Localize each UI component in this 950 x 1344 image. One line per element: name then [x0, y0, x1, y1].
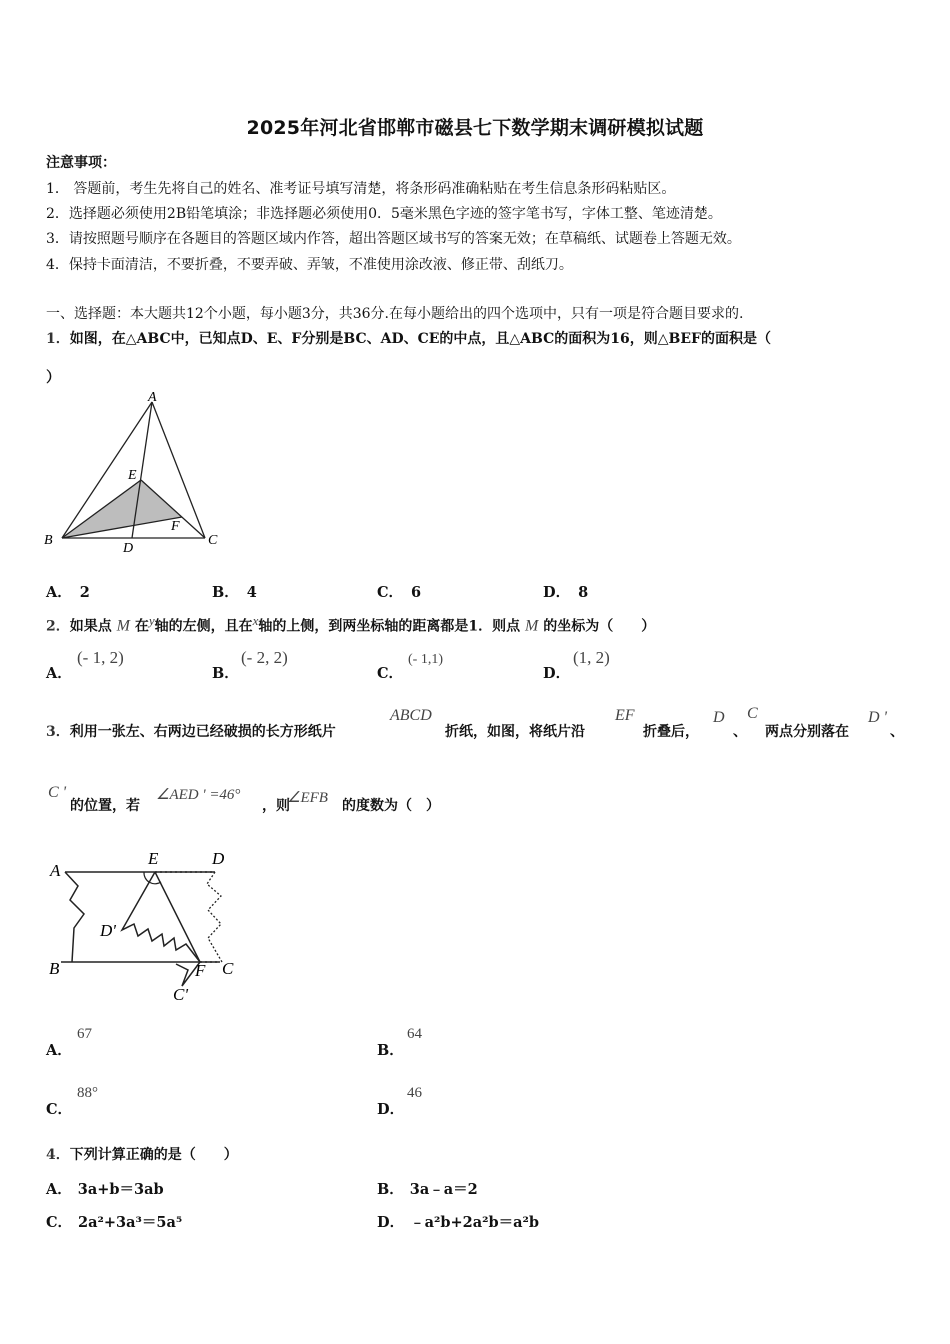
option-a: A．: [46, 665, 72, 682]
section-heading: 一、选择题：本大题共12个小题，每小题3分，共36分.在每小题给出的四个选项中，只有一项是符合题目要求的.: [46, 306, 744, 322]
option-d: D． ﹣a²b+2a²b＝a²b: [377, 1214, 539, 1231]
label-d: D: [212, 849, 225, 868]
question-text: 如图，在△ABC中，已知点D、E、F分别是BC、AD、CE的中点，且△ABC的面积为16，则△BEF的面积是（: [69, 331, 771, 347]
label-a: A: [50, 861, 61, 880]
question-4: 4．下列计算正确的是（ ）: [46, 1147, 238, 1163]
option-a: A． 2: [46, 584, 90, 601]
option-d-value: 46: [407, 1085, 422, 1101]
label-e: E: [148, 849, 159, 868]
notice-item: 2．选择题必须使用2B铅笔填涂；非选择题必须使用0．5毫米黑色字迹的签字笔书写，字体工整、笔迹清楚。: [46, 206, 722, 222]
option-d: D． 8: [543, 584, 589, 601]
torn-edge-right-dotted: [207, 872, 222, 962]
notice-item: 3．请按照题号顺序在各题目的答题区域内作答，超出答题区域书写的答案无效；在草稿纸、试题卷上答题无效。: [46, 231, 741, 247]
option-a-value: 67: [77, 1026, 92, 1042]
torn-edge-left: [65, 872, 84, 962]
option-b: B．: [377, 1042, 404, 1059]
option-b-value: (- 2, 2): [241, 648, 288, 667]
label-f: F: [195, 961, 206, 980]
option-c: C．: [46, 1101, 73, 1118]
math-d: D: [713, 709, 725, 726]
math-d-prime: D ': [868, 709, 887, 726]
option-c: C． 6: [377, 584, 422, 601]
var-m: M: [525, 617, 539, 635]
option-b: B．: [212, 665, 239, 682]
shaded-triangle-bef: [62, 480, 182, 538]
option-a-value: (- 1, 2): [77, 648, 124, 667]
label-a: A: [148, 390, 157, 405]
math-angle-aed: ∠AED ' =46°: [156, 787, 241, 803]
option-a: A．: [46, 1042, 72, 1059]
question-1: [46, 328, 771, 348]
math-c-prime: C ': [48, 784, 67, 801]
option-b-value: 64: [407, 1026, 422, 1042]
label-e: E: [128, 468, 137, 483]
page-title: 2025年河北省邯郸市磁县七下数学期末调研模拟试题: [246, 117, 704, 139]
var-m: M: [116, 617, 130, 635]
notice-item: 1． 答题前，考生先将自己的姓名、准考证号填写清楚，将条形码准确粘贴在考生信息条形码粘贴区。: [46, 181, 676, 197]
option-d: D．: [377, 1101, 405, 1118]
option-d: D．: [543, 665, 571, 682]
math-c: C: [747, 705, 758, 722]
label-c-prime: C': [173, 985, 188, 1004]
question-1-end: ）: [46, 369, 61, 386]
label-f: F: [171, 519, 180, 534]
math-abcd: ABCD: [390, 707, 432, 724]
notice-heading: 注意事项：: [46, 155, 116, 171]
option-d-value: (1, 2): [573, 648, 610, 667]
triangle-figure: [40, 388, 230, 560]
label-c: C: [208, 533, 218, 548]
label-c: C: [222, 959, 234, 978]
notice-item: 4．保持卡面清洁，不要折叠，不要弄破、弄皱，不准使用涂改液、修正带、刮纸刀。: [46, 257, 573, 273]
label-d: D: [123, 541, 134, 556]
option-a: A． 3a+b＝3ab: [46, 1181, 164, 1198]
label-b: B: [49, 959, 60, 978]
option-b: B． 4: [212, 584, 257, 601]
var-y: y: [148, 613, 155, 628]
math-angle-efb: ∠EFB: [287, 790, 328, 806]
folding-figure: [40, 840, 250, 1010]
option-b: B． 3a﹣a＝2: [377, 1181, 478, 1198]
option-c-value: (- 1,1): [408, 652, 443, 667]
question-number: 1．: [46, 331, 70, 347]
option-c: C．: [377, 665, 404, 682]
question-3-num: 3．利用一张左、右两边已经破损的长方形纸片: [46, 724, 336, 740]
label-d-prime: D': [100, 921, 116, 940]
option-c: C． 2a²+3a³＝5a⁵: [46, 1214, 183, 1231]
math-ef: EF: [615, 707, 635, 724]
question-2: 2．如果点 M 在$^y$轴的左侧，且在$^x$轴的上侧，到两坐标轴的距离都是1．则点 M 的坐标为（ ）: [46, 613, 656, 635]
option-c-value: 88°: [77, 1085, 98, 1101]
label-b: B: [44, 533, 53, 548]
var-x: x: [252, 613, 259, 628]
